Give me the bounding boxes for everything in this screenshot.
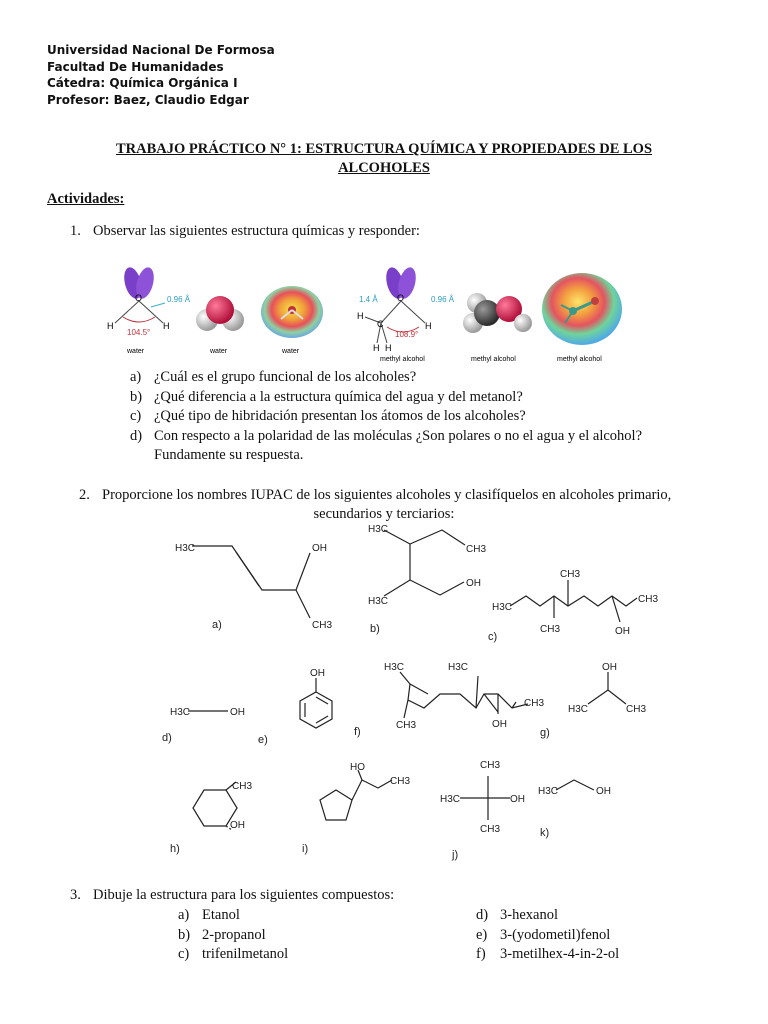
- struct-b-label: b): [370, 623, 380, 635]
- struct-i-ho: HO: [350, 762, 365, 773]
- activities-heading: Actividades:: [47, 191, 125, 207]
- struct-c-ch3-bottom: CH3: [540, 624, 561, 635]
- struct-d-h3c: H3C: [170, 707, 191, 718]
- q3-item-e: [476, 926, 610, 946]
- struct-f-oh: OH: [492, 719, 507, 730]
- q3-item-f-text: 3-metilhex-4-in-2-ol: [500, 946, 620, 963]
- header-professor: Profesor: Baez, Claudio Edgar: [47, 92, 249, 107]
- struct-c-label: c): [488, 631, 498, 643]
- q3-item-a-letter: a): [178, 907, 190, 923]
- struct-a-label: a): [212, 619, 222, 631]
- q3-item-c-text: trifenilmetanol: [202, 946, 289, 963]
- methanol-bond-angle: 108.9°: [395, 330, 419, 339]
- struct-i-label: i): [302, 843, 309, 855]
- struct-b-h3c-bottom: H3C: [368, 596, 389, 607]
- q3-number: 3.: [70, 887, 81, 903]
- q3-item-c: [178, 945, 288, 965]
- water-bond-angle: 104.5°: [127, 328, 151, 337]
- struct-g-h3c: H3C: [568, 704, 589, 715]
- q1-item-d2-text: Fundamente su respuesta.: [154, 447, 304, 464]
- q3-item-c-letter: c): [178, 946, 190, 963]
- struct-f-ch3-left: CH3: [396, 720, 417, 731]
- methanol-lone-pair-model: [357, 265, 455, 363]
- institution-header: [47, 42, 275, 108]
- water-bond-length: 0.96 Å: [167, 295, 191, 304]
- water-caption-2: water: [210, 348, 228, 355]
- struct-b-ch3: CH3: [466, 544, 487, 555]
- water-o-atom: O: [135, 293, 143, 303]
- struct-k-oh: OH: [596, 786, 611, 797]
- title-line-2: ALCOHOLES: [338, 160, 430, 176]
- q3-item-b-letter: b): [178, 926, 191, 943]
- struct-j-ch3-top: CH3: [480, 760, 501, 771]
- q1-item-b-letter: b): [130, 388, 143, 405]
- struct-f-h3c-left: H3C: [384, 662, 405, 673]
- struct-a-oh: OH: [312, 543, 327, 554]
- q1-item-d: [130, 427, 642, 447]
- q3-item-d-text: 3-hexanol: [500, 907, 558, 923]
- q1-item-d-text: Con respecto a la polaridad de las moléculas ¿Son polares o no el agua y el alcohol?: [154, 427, 643, 444]
- methanol-h-1: H: [357, 311, 364, 321]
- q3-item-f-letter: f): [476, 946, 486, 963]
- methanol-c-atom: C: [377, 319, 384, 329]
- q1-number: 1.: [70, 223, 81, 239]
- struct-a-ch3: CH3: [312, 620, 333, 631]
- methanol-ch-length: 1.4 Å: [359, 295, 378, 304]
- q3-item-b: [178, 926, 266, 946]
- q1-text: Observar las siguientes estructura químicas y responder:: [93, 223, 420, 239]
- struct-g-oh: OH: [602, 662, 617, 673]
- q3-item-a-text: Etanol: [202, 907, 240, 923]
- q3-item-d: [476, 906, 558, 926]
- q3-item-e-text: 3-(yodometil)fenol: [500, 926, 611, 943]
- q1-item-b-text: ¿Qué diferencia a la estructura química del agua y del metanol?: [154, 388, 523, 405]
- q1-item-a: [130, 368, 416, 388]
- struct-c-ch3-top: CH3: [560, 569, 581, 580]
- document-title: [0, 140, 768, 178]
- struct-b-h3c-top: H3C: [368, 524, 389, 535]
- title-line-1: TRABAJO PRÁCTICO N° 1: ESTRUCTURA QUÍMICA Y PROPIEDADES DE LOS: [115, 141, 653, 157]
- struct-f-ch3-right: CH3: [524, 698, 545, 709]
- methanol-caption-1: methyl alcohol: [380, 356, 425, 363]
- struct-d-label: d): [162, 732, 172, 744]
- methanol-o-atom: O: [397, 293, 405, 303]
- struct-g-label: g): [540, 727, 550, 739]
- methanol-oh-length: 0.96 Å: [431, 295, 455, 304]
- struct-k-label: k): [540, 827, 550, 839]
- struct-h-oh: OH: [230, 820, 245, 831]
- water-caption-1: water: [127, 348, 145, 355]
- struct-d-oh: OH: [230, 707, 245, 718]
- struct-h-ch3: CH3: [232, 781, 253, 792]
- header-university: Universidad Nacional De Formosa: [47, 43, 275, 57]
- q1-item-d-letter: d): [130, 427, 143, 444]
- q2-line-2: secundarios y terciarios:: [313, 506, 455, 522]
- water-electrostatic-map: [261, 286, 323, 355]
- q1-item-d-continuation: [130, 446, 303, 466]
- struct-c-h3c: H3C: [492, 602, 513, 613]
- struct-j-label: j): [452, 849, 459, 861]
- q1-item-c: [130, 407, 526, 427]
- methanol-caption-3: methyl alcohol: [557, 356, 602, 363]
- q1-item-a-letter: a): [130, 369, 142, 385]
- struct-j-oh: OH: [510, 794, 525, 805]
- q1-item-a-text: ¿Cuál es el grupo funcional de los alcoholes?: [154, 369, 417, 385]
- q3-text: Dibuje la estructura para los siguientes compuestos:: [93, 887, 395, 903]
- water-methanol-figure: [95, 265, 635, 370]
- struct-f-h3c-right: H3C: [448, 662, 469, 673]
- water-spacefill-model: [196, 296, 244, 355]
- q3-item-d-letter: d): [476, 907, 489, 923]
- struct-k-h3c: H3C: [538, 786, 559, 797]
- struct-g-ch3: CH3: [626, 704, 647, 715]
- q1-item-c-letter: c): [130, 408, 142, 425]
- struct-j-h3c: H3C: [440, 794, 461, 805]
- water-h-right: H: [163, 321, 170, 331]
- header-chair: Cátedra: Química Orgánica I: [47, 76, 238, 90]
- struct-e-label: e): [258, 734, 268, 746]
- methanol-caption-2: methyl alcohol: [471, 356, 516, 363]
- struct-c-ch3-right: CH3: [638, 594, 659, 605]
- header-faculty: Facultad De Humanidades: [47, 59, 224, 74]
- struct-j-ch3-bottom: CH3: [480, 824, 501, 835]
- water-caption-3: water: [282, 348, 300, 355]
- q3-item-b-text: 2-propanol: [202, 926, 266, 943]
- q3-item-e-letter: e): [476, 926, 488, 943]
- q1-item-c-text: ¿Qué tipo de hibridación presentan los átomos de los alcoholes?: [154, 408, 526, 425]
- struct-c-oh: OH: [615, 626, 630, 637]
- struct-f-label: f): [354, 726, 361, 738]
- q2-number: 2.: [79, 487, 90, 503]
- methanol-h-3: H: [373, 343, 380, 353]
- methanol-h-4: H: [385, 343, 392, 353]
- q3-item-a: [178, 906, 240, 926]
- alcohol-structures-figure: [0, 520, 768, 865]
- methanol-electrostatic-map: [542, 273, 622, 363]
- struct-i-ch3: CH3: [390, 776, 411, 787]
- struct-b-oh: OH: [466, 578, 481, 589]
- methanol-spacefill-model: [463, 293, 532, 363]
- struct-e-oh: OH: [310, 668, 325, 679]
- struct-h-label: h): [170, 843, 180, 855]
- water-h-left: H: [107, 321, 114, 331]
- q2-line-1: Proporcione los nombres IUPAC de los siguientes alcoholes y clasifíquelos en alcoholes primario,: [102, 487, 672, 503]
- struct-a-h3c: H3C: [175, 543, 196, 554]
- q3-item-f: [476, 945, 619, 965]
- q1-item-b: [130, 388, 523, 408]
- methanol-h-2: H: [425, 321, 432, 331]
- water-lone-pair-model: [107, 265, 191, 355]
